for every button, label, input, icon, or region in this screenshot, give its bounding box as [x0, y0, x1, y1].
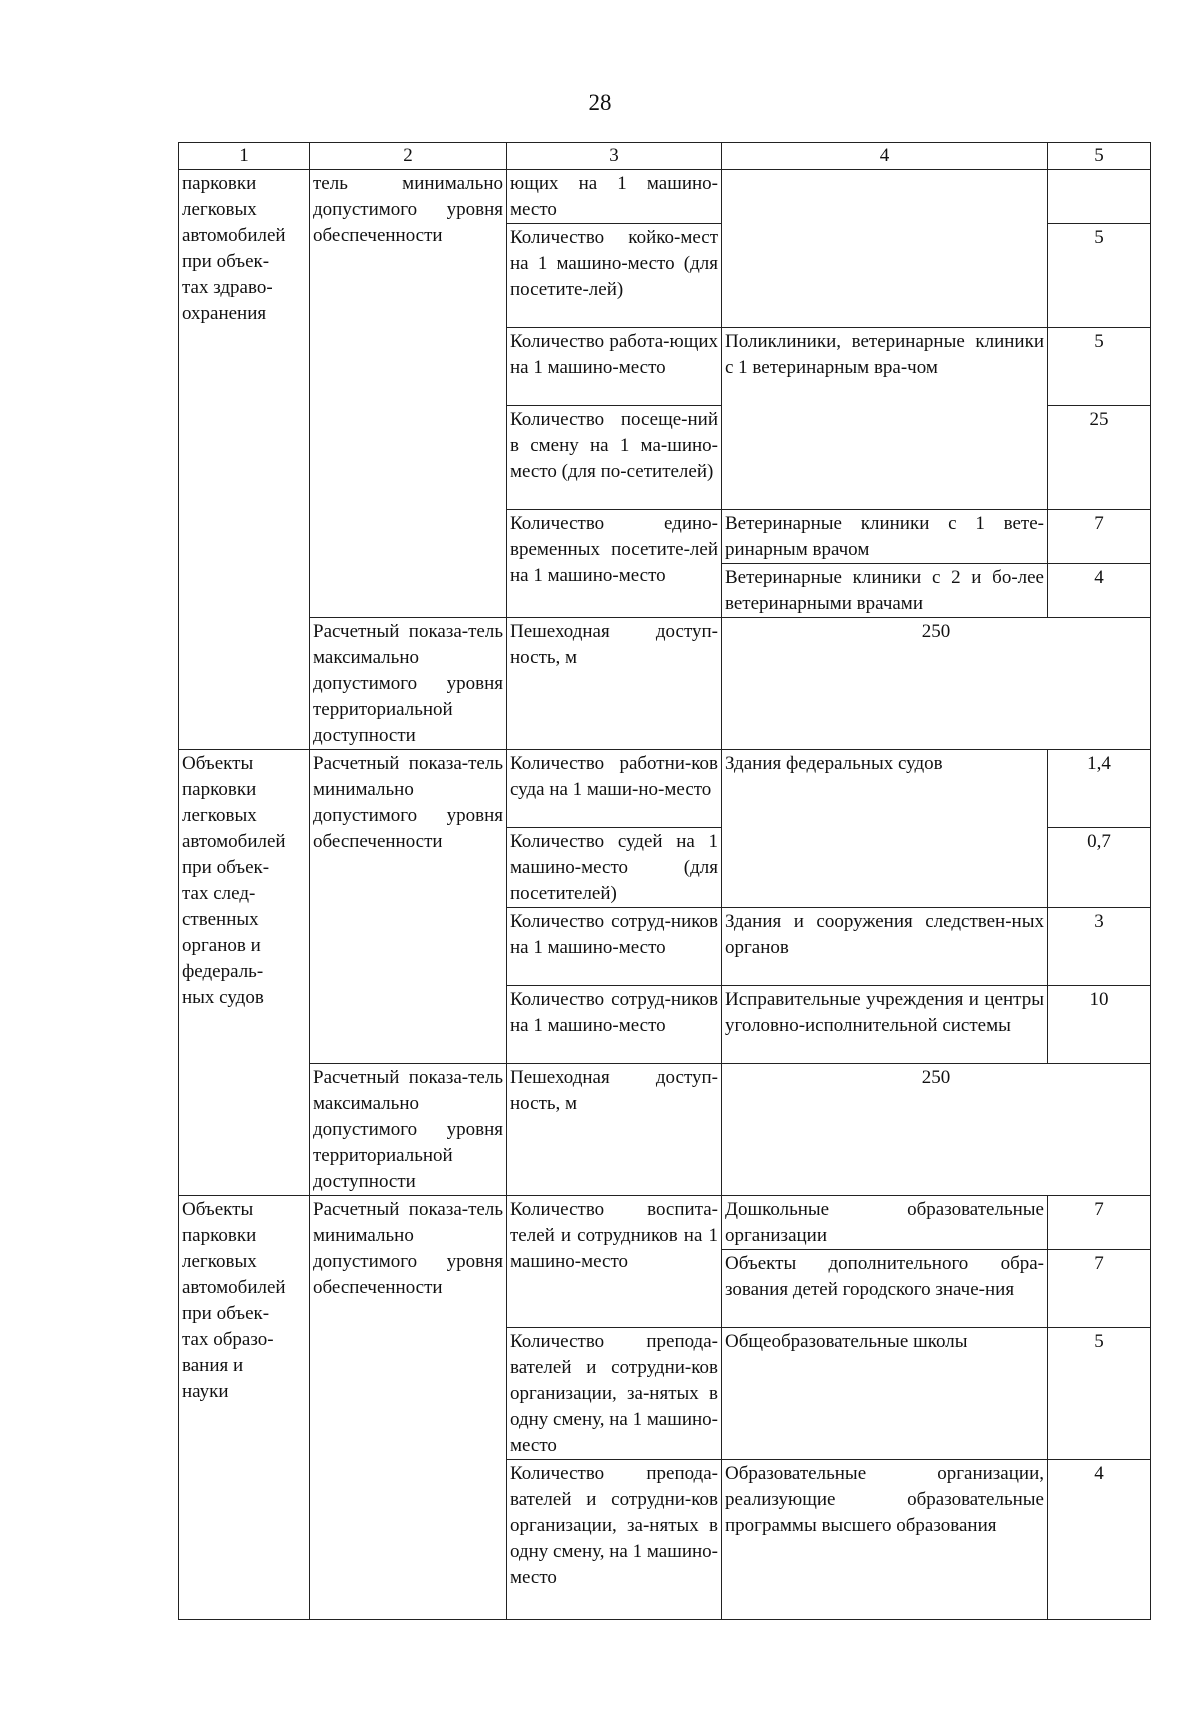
facility-cell: Исправительные учреждения и центры уголовно-исполнительной системы: [722, 986, 1048, 1064]
table-header-row: [179, 143, 1151, 170]
object-cell: Объекты парковки легковых автомобилей при объек- тах образо- вания и науки: [179, 1196, 310, 1620]
column-header: 3: [507, 143, 722, 170]
param-cell: Количество работа-ющих на 1 машино-место: [507, 328, 722, 406]
value-cell: [1048, 170, 1151, 224]
facility-cell: Общеобразовательные школы: [722, 1328, 1048, 1460]
param-cell: Количество работни-ков суда на 1 маши-но-место: [507, 750, 722, 828]
param-cell: Количество препода-вателей и сотрудни-ков организации, за-нятых в одну смену, на 1 машино-место: [507, 1460, 722, 1620]
page-number: 28: [588, 90, 612, 115]
object-cell: парковки легковых автомобилей при объек- тах здраво- охранения: [179, 170, 310, 750]
indicator-cell: Расчетный показа-тель максимально допустимого уровня территориальной доступности: [310, 618, 507, 750]
table-row: [179, 750, 1151, 828]
indicator-cell: Расчетный показа-тель максимально допустимого уровня территориальной доступности: [310, 1064, 507, 1196]
param-cell: ющих на 1 машино-место: [507, 170, 722, 224]
indicator-cell: Расчетный показа-тель минимально допустимого уровня обеспеченности: [310, 750, 507, 1064]
facility-cell: Здания и сооружения следствен-ных органов: [722, 908, 1048, 986]
param-cell: Количество сотруд-ников на 1 машино-место: [507, 908, 722, 986]
table-row: [179, 1064, 1151, 1196]
value-cell: 4: [1048, 1460, 1151, 1620]
param-cell: Количество судей на 1 машино-место (для посетителей): [507, 828, 722, 908]
facility-cell: Образовательные организации, реализующие образовательные программы высшего образования: [722, 1460, 1048, 1620]
value-cell: 25: [1048, 406, 1151, 510]
facility-cell: Здания федеральных судов: [722, 750, 1048, 908]
value-cell: 0,7: [1048, 828, 1151, 908]
table-row: [179, 1196, 1151, 1250]
column-header: 4: [722, 143, 1048, 170]
value-cell: 3: [1048, 908, 1151, 986]
param-cell: Количество посеще-ний в смену на 1 ма-шино-место (для по-сетителей): [507, 406, 722, 510]
value-cell: 5: [1048, 328, 1151, 406]
facility-cell: Ветеринарные клиники с 2 и бо-лее ветеринарными врачами: [722, 564, 1048, 618]
column-header: 2: [310, 143, 507, 170]
param-cell: Количество сотруд-ников на 1 машино-место: [507, 986, 722, 1064]
param-cell: Количество препода-вателей и сотрудни-ков организации, за-нятых в одну смену, на 1 машино-место: [507, 1328, 722, 1460]
column-header: 1: [179, 143, 310, 170]
facility-cell: Объекты дополнительного обра-зования детей городского значе-ния: [722, 1250, 1048, 1328]
value-cell: 7: [1048, 1196, 1151, 1250]
facility-cell: Ветеринарные клиники с 1 вете-ринарным врачом: [722, 510, 1048, 564]
value-cell: 5: [1048, 1328, 1151, 1460]
indicator-cell: Расчетный показа-тель минимально допустимого уровня обеспеченности: [310, 1196, 507, 1620]
table-row: [179, 170, 1151, 224]
facility-cell: Поликлиники, ветеринарные клиники с 1 ветеринарным вра-чом: [722, 328, 1048, 510]
norms-table: [178, 142, 1151, 1620]
indicator-cell: тель минимально допустимого уровня обеспеченности: [310, 170, 507, 618]
facility-cell: Дошкольные образовательные организации: [722, 1196, 1048, 1250]
value-cell: 7: [1048, 510, 1151, 564]
value-cell: 250: [722, 1064, 1151, 1196]
value-cell: 5: [1048, 224, 1151, 328]
value-cell: 4: [1048, 564, 1151, 618]
table-row: [179, 618, 1151, 750]
value-cell: 1,4: [1048, 750, 1151, 828]
value-cell: 250: [722, 618, 1151, 750]
value-cell: 7: [1048, 1250, 1151, 1328]
param-cell: Количество воспита-телей и сотрудников на 1 машино-место: [507, 1196, 722, 1328]
param-cell: Пешеходная доступ-ность, м: [507, 1064, 722, 1196]
object-cell: Объекты парковки легковых автомобилей при объек- тах след- ственных органов и федераль- ных судов: [179, 750, 310, 1196]
facility-cell: [722, 170, 1048, 328]
value-cell: 10: [1048, 986, 1151, 1064]
param-cell: Количество едино-временных посетите-лей на 1 машино-место: [507, 510, 722, 618]
column-header: 5: [1048, 143, 1151, 170]
param-cell: Количество койко-мест на 1 машино-место (для посетите-лей): [507, 224, 722, 328]
param-cell: Пешеходная доступ-ность, м: [507, 618, 722, 750]
